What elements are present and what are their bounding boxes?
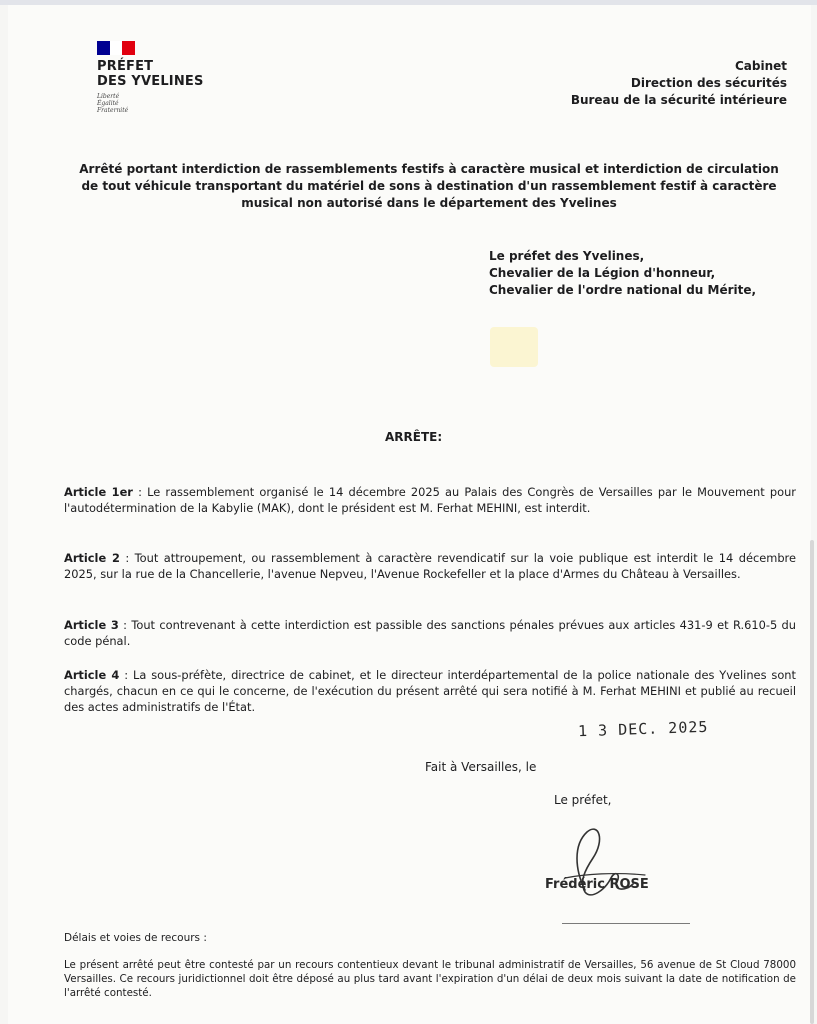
- logo-title-line2: DES YVELINES: [97, 74, 204, 89]
- article-2: [64, 550, 796, 582]
- recours-text: Le présent arrêté peut être contesté par un recours contentieux devant le tribunal administratif de Versailles, 56 avenue de St Cloud 78000 Versailles. Ce recours juridictionnel doit être déposé au plus tard avant l'expiration d'un délai de deux mois suivant la date de notification de l'arrêté contesté.: [64, 959, 796, 999]
- flag-white: [110, 41, 123, 55]
- signature-underline: [562, 923, 690, 924]
- title-line2: de tout véhicule transportant du matériel de sons à destination d'un rassemblement festif à caractère: [81, 179, 777, 193]
- article-text: : La sous-préfète, directrice de cabinet, et le directeur interdépartemental de la police nationale des Yvelines sont chargés, chacun en ce qui le concerne, de l'exécution du présent arrêté qui sera notifié à M. Ferhat MEHINI et publié au recueil des actes administratifs de l'État.: [64, 668, 796, 714]
- french-flag-icon: [97, 41, 135, 55]
- redacted-mark: [490, 327, 538, 367]
- le-prefet-label: Le préfet,: [554, 793, 612, 807]
- service-heading: [571, 58, 787, 109]
- article-text: : Le rassemblement organisé le 14 décembre 2025 au Palais des Congrès de Versailles par le Mouvement pour l'autodétermination de la Kabylie (MAK), dont le président est M. Ferhat MEHINI, est interdit.: [64, 485, 796, 515]
- fait-a-versailles: Fait à Versailles, le: [425, 760, 537, 774]
- title-line3: musical non autorisé dans le département des Yvelines: [241, 196, 617, 210]
- article-label: Article 2: [64, 551, 120, 565]
- arrete-heading: ARRÊTE:: [385, 430, 443, 444]
- signatory-line2: Chevalier de la Légion d'honneur,: [489, 266, 716, 280]
- flag-blue: [97, 41, 110, 55]
- motto-egalite: Égalité: [97, 100, 119, 107]
- article-label: Article 3: [64, 618, 119, 632]
- flag-red: [122, 41, 135, 55]
- recours-title: Délais et voies de recours :: [64, 932, 207, 944]
- title-line1: Arrêté portant interdiction de rassemblements festifs à caractère musical et interdiction de circulation: [79, 162, 779, 176]
- republic-motto: [97, 93, 204, 114]
- article-label: Article 4: [64, 668, 120, 682]
- document-title: [64, 161, 794, 212]
- signatory-line3: Chevalier de l'ordre national du Mérite,: [489, 283, 757, 297]
- signatory-line1: Le préfet des Yvelines,: [489, 249, 645, 263]
- article-text: : Tout contrevenant à cette interdiction est passible des sanctions pénales prévues aux articles 431-9 et R.610-5 du code pénal.: [64, 618, 796, 648]
- service-line3: Bureau de la sécurité intérieure: [570, 93, 787, 107]
- date-stamp: 1 3 DEC. 2025: [577, 717, 709, 741]
- article-label: Article 1er: [64, 485, 133, 499]
- service-line1: Cabinet: [734, 59, 787, 73]
- service-line2: Direction des sécurités: [630, 76, 787, 90]
- article-text: : Tout attroupement, ou rassemblement à caractère revendicatif sur la voie publique est interdit le 14 décembre 2025, sur la rue de la Chancellerie, l'avenue Nepveu, l'Avenue Rockefeller et la place d'Armes du Château à Versailles.: [64, 551, 796, 581]
- logo-title: [97, 59, 204, 89]
- article-4: [64, 667, 796, 715]
- signer-name: Frédéric ROSE: [545, 877, 649, 892]
- motto-liberte: Liberté: [97, 93, 120, 100]
- logo-title-line1: PRÉFET: [97, 59, 154, 74]
- article-3: [64, 617, 796, 649]
- scrollbar[interactable]: [810, 540, 814, 1024]
- prefecture-logo: [97, 41, 204, 114]
- signatory-block: [489, 248, 756, 299]
- article-1: [64, 484, 796, 516]
- motto-fraternite: Fraternité: [97, 107, 129, 114]
